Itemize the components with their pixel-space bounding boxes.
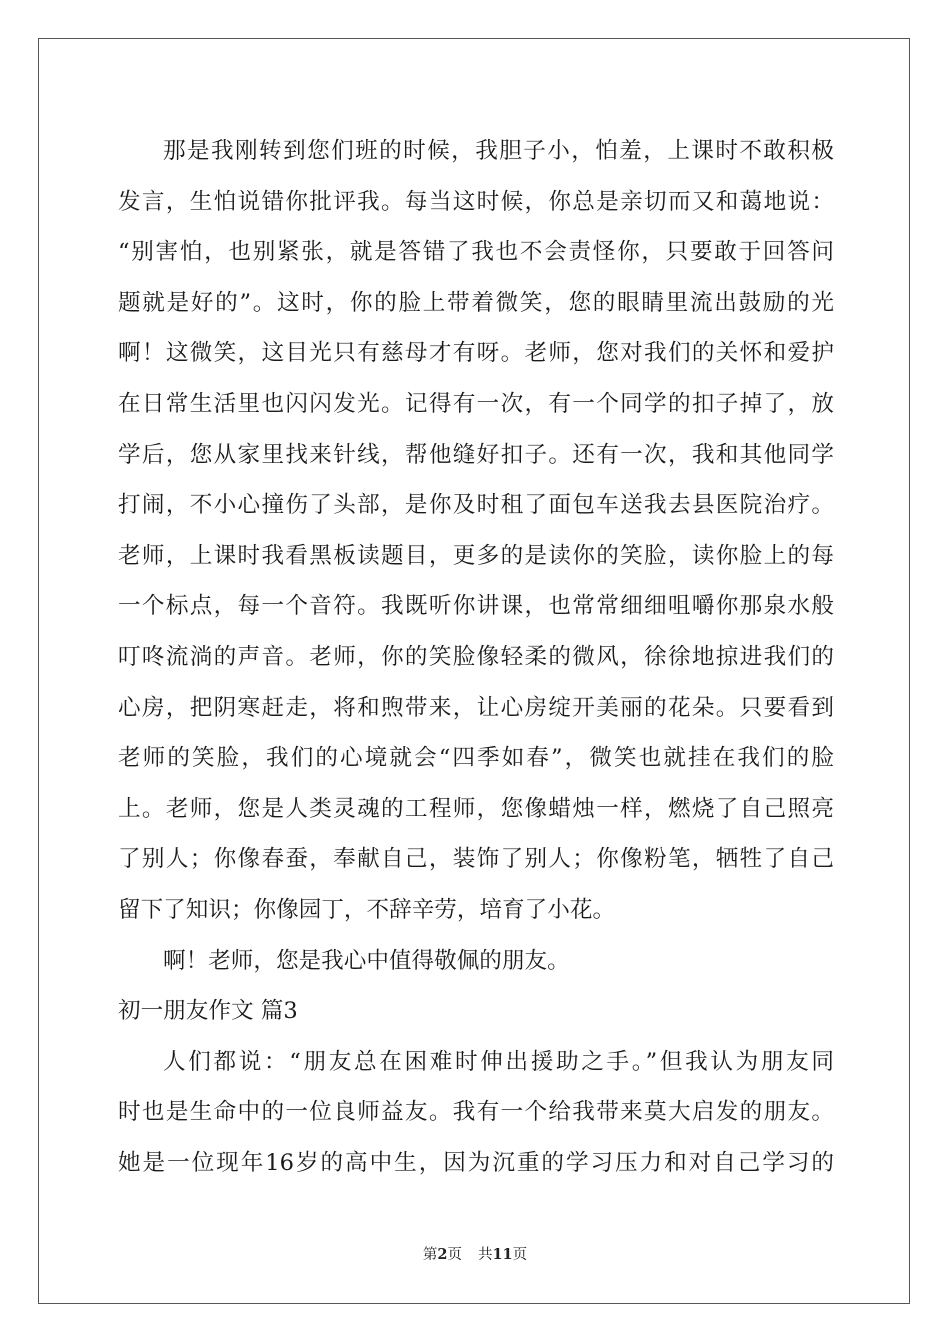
paragraph-line: 啊！老师，您是我心中值得敬佩的朋友。 bbox=[163, 947, 570, 974]
paragraph-line: 时也是生命中的一位良师益友。我有一个给我带来莫大启发的朋友。 bbox=[118, 1099, 834, 1126]
paragraph-line: 人们都说：“朋友总在困难时伸出援助之手。”但我认为朋友同 bbox=[163, 1048, 834, 1075]
page-label: 页 bbox=[447, 1247, 462, 1263]
page-footer bbox=[0, 1243, 950, 1264]
paragraph-line: 老师，上课时我看黑板读题目，更多的是读你的笑脸，读你脸上的每 bbox=[118, 542, 834, 569]
page-prefix: 第 bbox=[422, 1247, 438, 1263]
paragraph-line: 一个标点，每一个音符。我既听你讲课，也常常细细咀嚼你那泉水般 bbox=[118, 593, 834, 620]
paragraph-line: 在日常生活里也闪闪发光。记得有一次，有一个同学的扣子掉了，放 bbox=[118, 390, 834, 417]
total-suffix: 页 bbox=[512, 1247, 528, 1263]
paragraph-line: 留下了知识；你像园丁，不辞辛劳，培育了小花。 bbox=[118, 896, 616, 923]
paragraph-line: 题就是好的”。这时，你的脸上带着微笑，您的眼睛里流出鼓励的光 bbox=[118, 289, 834, 316]
paragraph-line: 她是一位现年16岁的高中生，因为沉重的学习压力和对自己学习的 bbox=[118, 1149, 834, 1176]
page-total: 11 bbox=[492, 1246, 513, 1263]
paragraph-line: 老师的笑脸，我们的心境就会“四季如春”，微笑也就挂在我们的脸 bbox=[118, 745, 834, 772]
paragraph-line: 发言，生怕说错你批评我。每当这时候，你总是亲切而又和蔼地说： bbox=[118, 188, 834, 215]
total-prefix: 共 bbox=[477, 1247, 493, 1263]
paragraph-line: 啊！这微笑，这目光只有慈母才有呀。老师，您对我们的关怀和爱护 bbox=[118, 340, 834, 367]
paragraph-line: 学后，您从家里找来针线，帮他缝好扣子。还有一次，我和其他同学 bbox=[118, 441, 834, 468]
section-heading: 初一朋友作文 篇3 bbox=[118, 998, 298, 1025]
document-body bbox=[118, 130, 834, 1192]
paragraph-line: 打闹，不小心撞伤了头部，是你及时租了面包车送我去县医院治疗。 bbox=[118, 492, 834, 519]
paragraph-line: 叮咚流淌的声音。老师，你的笑脸像轻柔的微风，徐徐地掠进我们的 bbox=[118, 643, 834, 670]
page-current: 2 bbox=[437, 1246, 448, 1263]
paragraph-line: 了别人；你像春蚕，奉献自己，装饰了别人；你像粉笔，牺牲了自己 bbox=[118, 846, 834, 873]
paragraph-line: 那是我刚转到您们班的时候，我胆子小，怕羞，上课时不敢积极 bbox=[163, 138, 834, 164]
paragraph-line: 心房，把阴寒赶走，将和煦带来，让心房绽开美丽的花朵。只要看到 bbox=[118, 694, 834, 721]
paragraph-line: 上。老师，您是人类灵魂的工程师，您像蜡烛一样，燃烧了自己照亮 bbox=[118, 795, 834, 822]
paragraph-line: “别害怕，也别紧张，就是答错了我也不会责怪你，只要敢于回答问 bbox=[118, 239, 834, 266]
